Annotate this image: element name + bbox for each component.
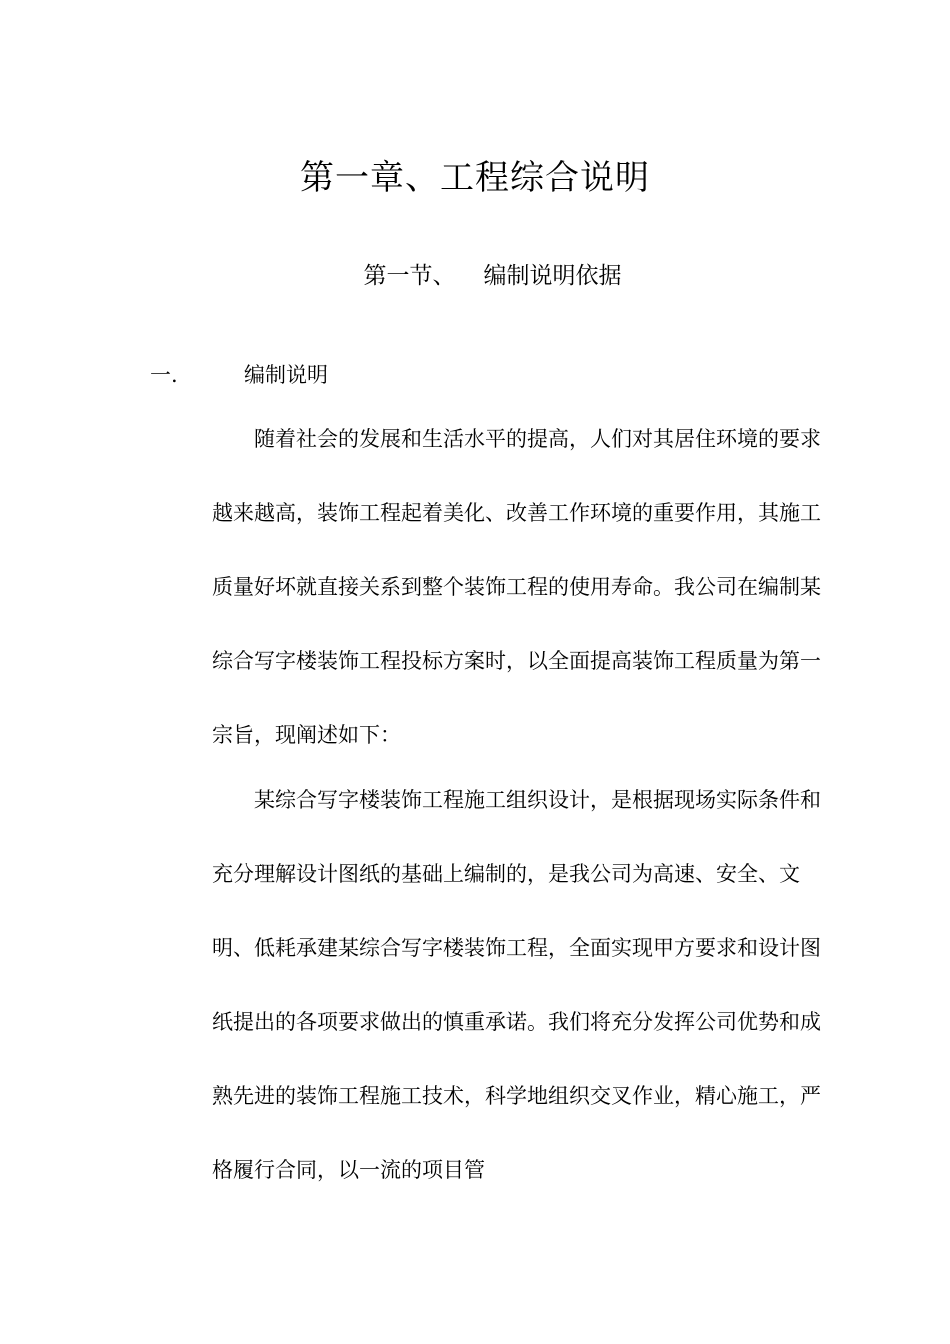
section-heading [0,258,950,294]
body-paragraph: 某综合写字楼装饰工程施工组织设计，是根据现场实际条件和充分理解设计图纸的基础上编制的，是我公司为高速、安全、文明、低耗承建某综合写字楼装饰工程，全面实现甲方要求和设计图纸提出的各项要求做出的慎重承诺。我们将充分发挥公司优势和成熟先进的装饰工程施工技术，科学地组织交叉作业，精心施工，严格履行合同，以一流的项目管 [212,788,821,1182]
body-paragraph: 随着社会的发展和生活水平的提高，人们对其居住环境的要求越来越高，装饰工程起着美化、改善工作环境的重要作用，其施工质量好坏就直接关系到整个装饰工程的使用寿命。我公司在编制某综合写字楼装饰工程投标方案时，以全面提高装饰工程质量为第一宗旨，现阐述如下： [212,427,821,747]
chapter-title: 第一章、工程综合说明 [300,158,650,198]
subsection-number: 一. [150,363,178,387]
subsection-heading [150,358,328,392]
section-number: 第一节、 [363,263,456,289]
subsection-title: 编制说明 [244,363,328,387]
section-title: 编制说明依据 [483,263,622,289]
